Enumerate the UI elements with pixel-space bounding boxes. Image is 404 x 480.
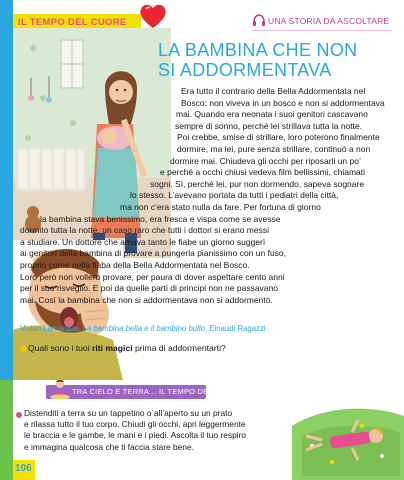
yoga-line: le braccia e le gambe, le mani e i piedi. Ascolta il tuo respiro — [24, 430, 247, 441]
header-rule — [252, 30, 392, 31]
story-line: proprio come nella fiaba della Bella Addormentata nel Bosco. — [20, 260, 250, 270]
yoga-line: e rilassa tutto il tuo corpo. Chiudi gli occhi, apri leggermente — [24, 419, 246, 430]
story-line: Loro però non vollero provare, per paura di dover aspettare cento anni — [20, 271, 285, 282]
story-line: dormito tutta la notte, un caso raro che tutti i dottori si erano messi — [20, 225, 269, 236]
heart-icon — [138, 2, 168, 30]
section-header-label: IL TEMPO DEL CUORE — [18, 17, 127, 28]
bullet-dot — [16, 412, 22, 418]
citation-author: Vivian Lamarque, — [20, 324, 83, 333]
story-line: dormire mai. Chiudeva gli occhi per riposarli un po’ — [170, 155, 361, 166]
question-text-bold: riti magici — [92, 343, 133, 353]
story-line: Era tutto il contrario della Bella Addormentata nel — [181, 86, 366, 96]
story-line: e perché a occhi chiusi vedeva film bellissimi, chiamati — [160, 167, 366, 178]
yoga-line: e immagina qualcosa che ti faccia stare bene. — [24, 441, 194, 452]
headphones-icon — [252, 13, 266, 27]
yoga-line: Distenditi a terra su un tappetino o all’aperto su un prato — [24, 408, 233, 418]
story-line: dormire, ma lei, pure senza strillare, continuò a non — [177, 144, 371, 154]
citation-publisher: , Einaudi Ragazzi — [204, 324, 266, 333]
story-line: mai. Così la bambina che non si addormentava non si addormentò. — [20, 294, 273, 305]
story-line: ai genitori della bambina di provare a pungerla pianissimo con un fuso, — [20, 248, 287, 259]
story-line: mai. Quando era neonata i suoi genitori cascavano — [176, 109, 368, 120]
left-margin-strip-green — [0, 380, 13, 480]
story-line: lo stesso. L’avevano portata da tutti i pediatri della città, — [130, 190, 339, 201]
question-text-after: prima di addormentarti? — [132, 343, 226, 353]
story-line: ma non c’era stato nulla da fare. Per fortuna di giorno — [120, 202, 321, 212]
story-line: sempre di sonno, perché lei strillava tutta la notte. — [175, 120, 363, 131]
listen-label: UNA STORIA DA ASCOLTARE — [268, 16, 390, 26]
yoga-instructions — [24, 408, 246, 453]
story-title — [158, 40, 398, 80]
yoga-heading: TRA CIELO E TERRA… IL TEMPO DELLO YOGA — [72, 387, 248, 396]
story-line: sogni. Sì, perché lei, pur non dormendo, sapeva sognare — [150, 178, 365, 189]
story-line: la bambina stava benissimo, era fresca e vispa come se avesse — [40, 213, 281, 224]
citation-book: La bambina bella e il bambino bullo — [82, 324, 205, 333]
page-number: 106 — [15, 463, 32, 474]
story-line: a studiare. Un dottore che amava tanto le fiabe un giorno suggerì — [20, 236, 266, 247]
bullet-dot — [20, 345, 27, 352]
story-line: Poi crebbe, smise di strillare, loro poterono finalmente — [177, 132, 380, 143]
story-line: per il suo risveglio. E poi da quelle parti di principi non ne passavano — [20, 283, 278, 294]
story-line: Bosco: non viveva in un bosco e non si addormentava — [181, 97, 385, 108]
reflection-question — [28, 343, 226, 353]
question-text-before: Quali sono i tuoi — [28, 343, 93, 353]
story-title-line-1: LA BAMBINA CHE NON — [158, 40, 358, 60]
citation — [20, 324, 266, 333]
child-on-grass-illustration — [292, 396, 404, 480]
meditating-child-icon — [48, 378, 72, 400]
story-title-line-2: SI ADDORMENTAVA — [158, 60, 332, 80]
